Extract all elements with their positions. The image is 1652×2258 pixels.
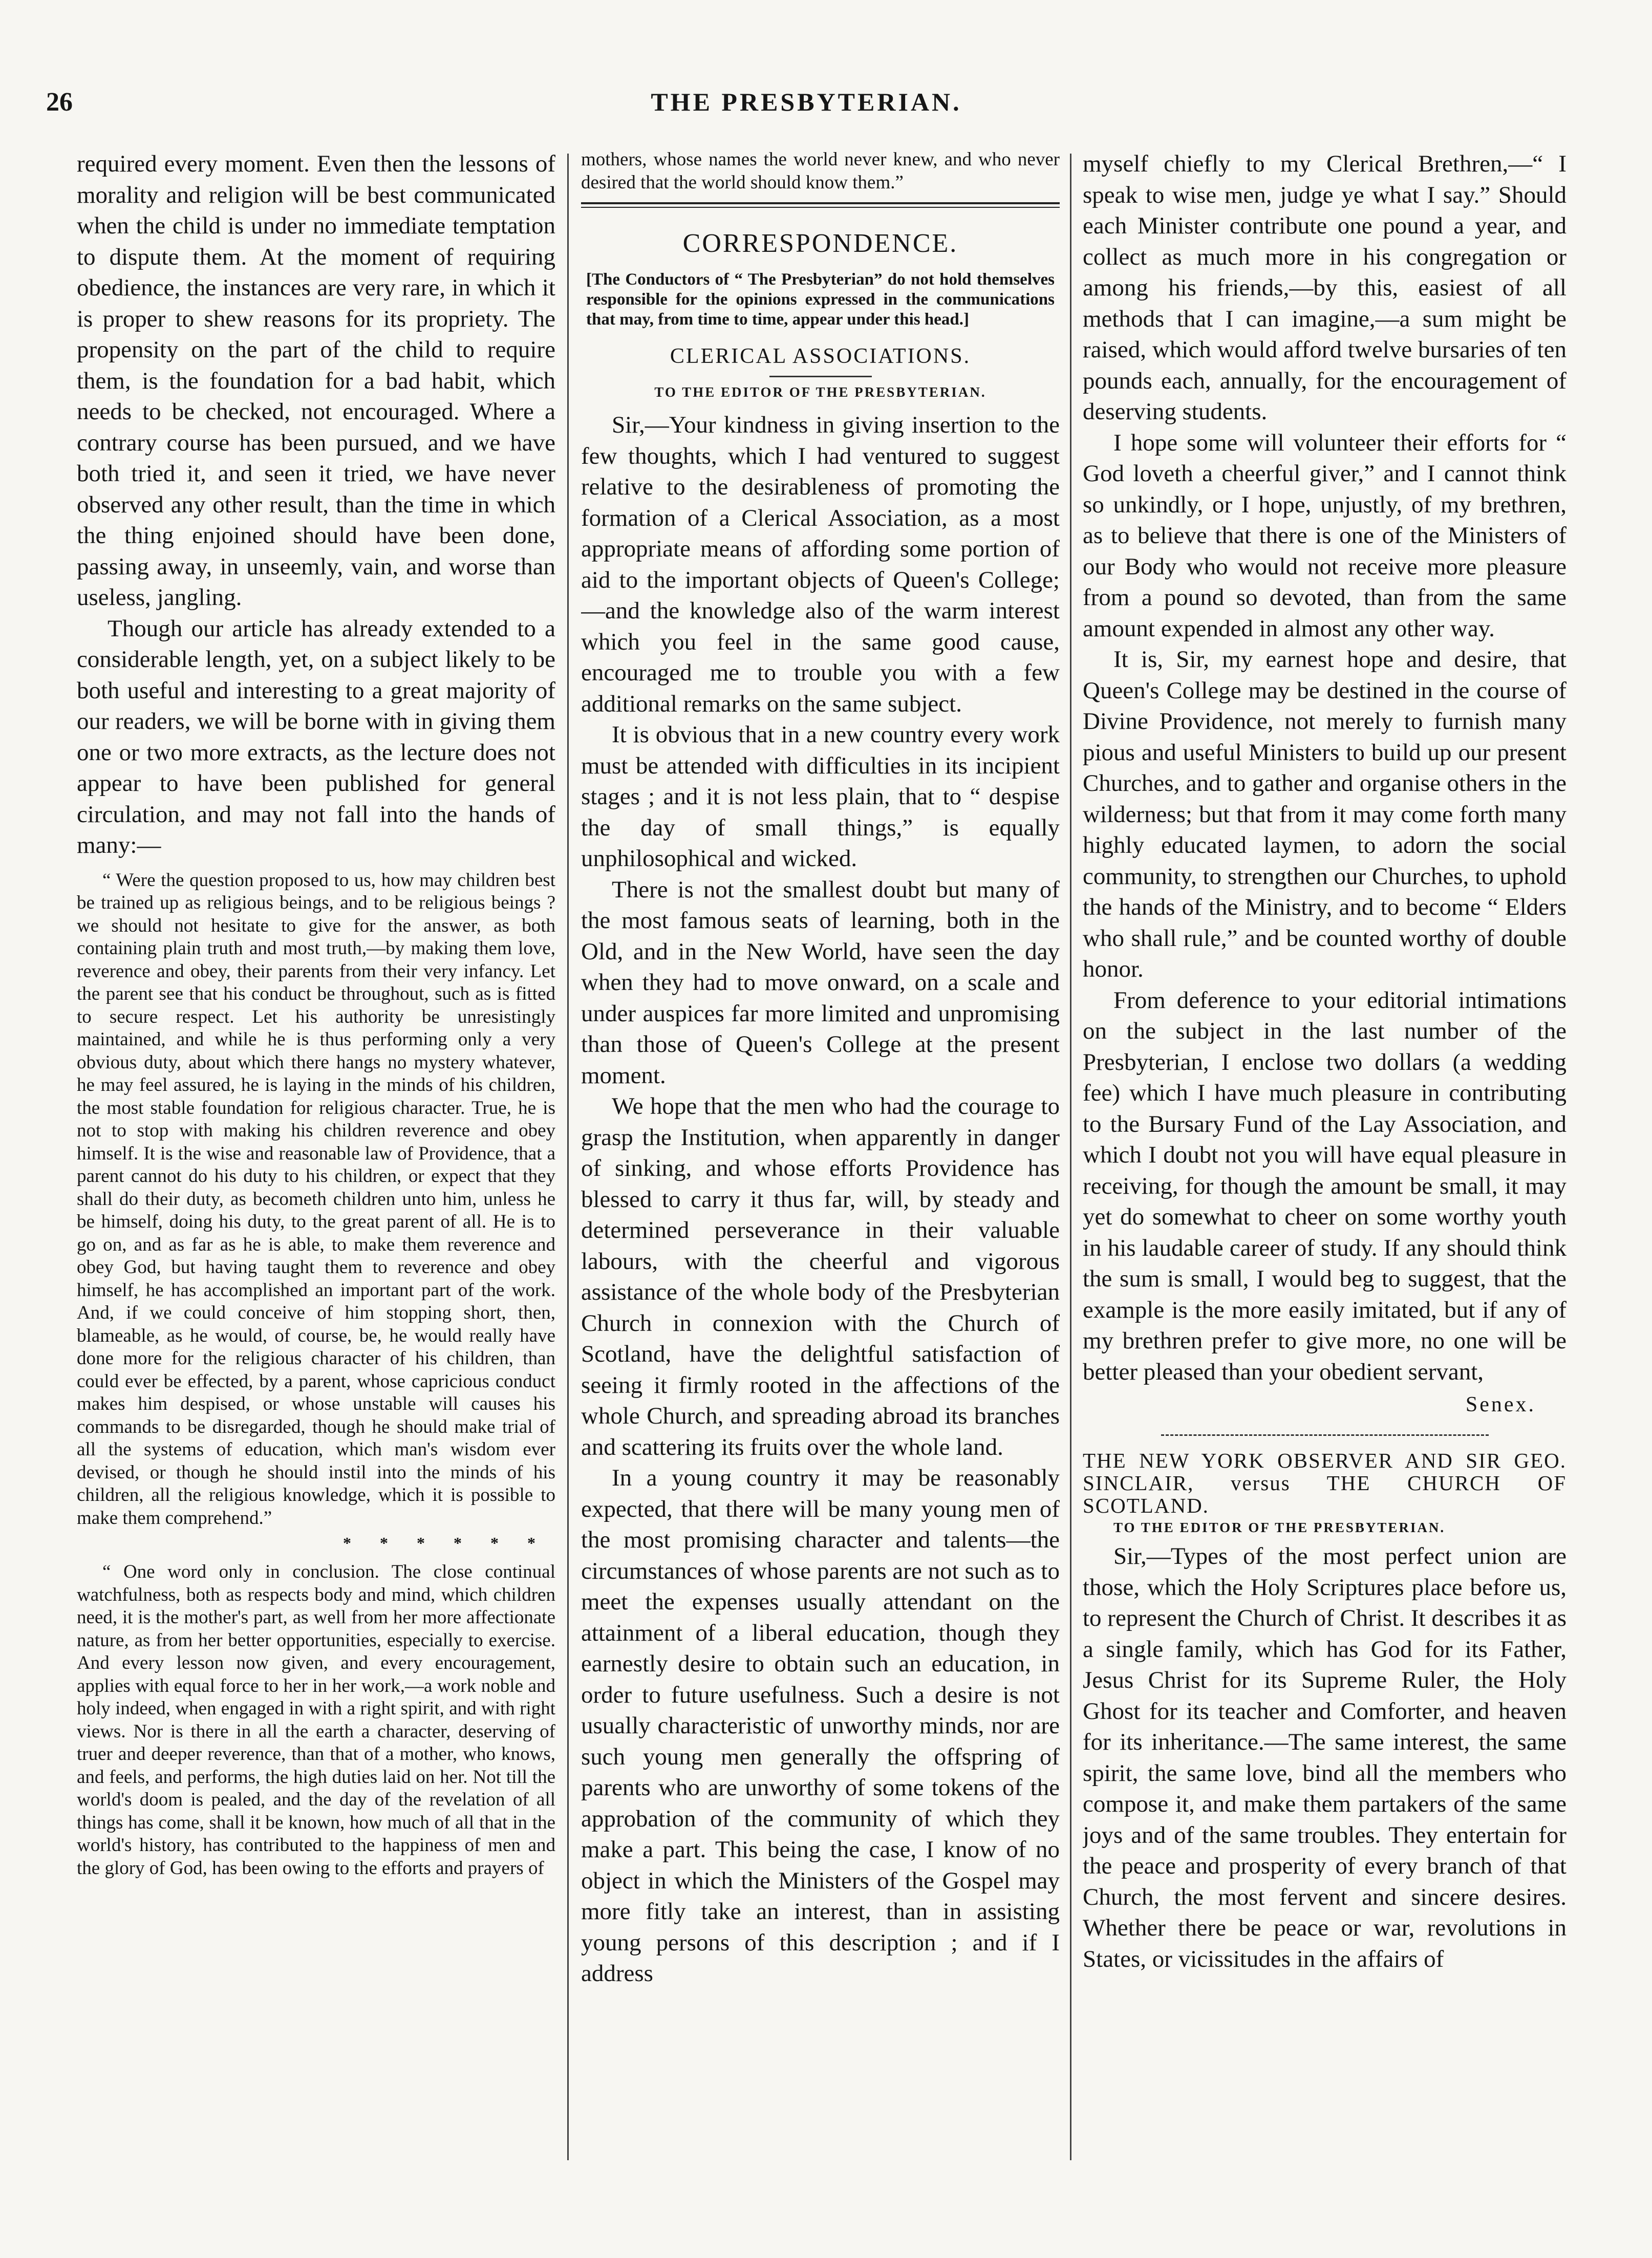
addressee-line: TO THE EDITOR OF THE PRESBYTERIAN. bbox=[654, 384, 986, 400]
paragraph: From deference to your editorial intimations on the subject in the last number of the Presbyterian, I enclose two dollars (a wedding fee) which I have much pleasure in contributing to the Bursary Fund of the Lay Association, and which I doubt not you will have equal pleasure in receiving, for though the amount be small, it may yet do somewhat to cheer on some worthy youth in his laudable career of study. If any should think the sum is small, I would beg to suggest, that the example is the more easily imitated, but if any of my brethren prefer to give more, no one will be better pleased than your obedient servant, bbox=[1083, 986, 1567, 1385]
quotation-end: mothers, whose names the world never knew, and who never desired that the world should know them.” bbox=[581, 149, 1060, 193]
addressee-line: TO THE EDITOR OF THE PRESBYTERIAN. bbox=[1113, 1520, 1446, 1535]
quotation: “ One word only in conclusion. The close continual watchfulness, both as respects body and mind, which children need, it is the mother's part, as well from her more affectionate nature, as from her better opportunities, especially to exercise. And every lesson now given, and every encouragement, applies with equal force to her in her work,—a work noble and holy indeed, when engaged in with a right spirit, and with right views. Nor is there in all the earth a character, deserving of truer and deeper reverence, than that of a mother, who knows, and feels, and performs, the high duties laid on her. Not till the world's doom is pealed, and the day of the revelation of all things has come, shall it be known, how much of all that in the world's history, has contributed to the happiness of men and the glory of God, has been owing to the efforts and prayers of bbox=[77, 1561, 555, 1879]
page-header bbox=[46, 87, 1567, 128]
paragraph: Sir,—Types of the most perfect union are those, which the Holy Scriptures place before us, to represent the Church of Christ. It describes it as a single family, which has God for its Father, Jesus Christ for its Supreme Ruler, the Holy Ghost for its teacher and Comforter, and heaven for its inheritance.—The same interest, the same spirit, the same love, bind all the members who compose it, and make them partakers of the same joys and of the same troubles. They entertain for the peace and prosperity of every branch of that Church, the most fervent and sincere desires. Whether there be peace or war, revolutions in States, or vicissitudes in the affairs of bbox=[1083, 1543, 1567, 1972]
column-middle bbox=[581, 148, 1060, 2191]
article-title: CLERICAL ASSOCIATIONS. bbox=[670, 345, 971, 368]
page-number: 26 bbox=[46, 88, 73, 117]
paragraph: It is obvious that in a new country every work must be attended with difficulties in its incipient stages ; and it is not less plain, that to “ despise the day of small things,” is equally unphilosophical and wicked. bbox=[581, 721, 1060, 872]
paragraph: It is, Sir, my earnest hope and desire, that Queen's College may be destined in the course of Divine Providence, not merely to furnish many pious and useful Ministers to build up our present Churches, and to gather and organise others in the wilderness; but that from it may come forth many highly educated laymen, to adorn the social community, to strengthen our Churches, to uphold the hands of the Ministry, and to become “ Elders who shall rule,” and be counted worthy of double honor. bbox=[1083, 646, 1567, 982]
paragraph: We hope that the men who had the courage to grasp the Institution, when apparently in danger of sinking, and whose efforts Providence has blessed to carry it thus far, will, by steady and determined perseverance in their valuable labours, with the cheerful and vigorous assistance of the whole body of the Presbyterian Church in connexion with the Church of Scotland, have the delightful satisfaction of seeing it firmly rooted in the affections of the whole Church, and spreading abroad its branches and scattering its fruits over the whole land. bbox=[581, 1093, 1060, 1460]
section-heading: CORRESPONDENCE. bbox=[682, 229, 958, 258]
article-separator bbox=[1161, 1434, 1489, 1436]
paragraph: There is not the smallest doubt but many of the most famous seats of learning, both in the Old, and in the New World, have seen the day when they had to move onward, on a scale and under auspices far more limited and unpromising than those of Queen's College at the present moment. bbox=[581, 876, 1060, 1089]
paragraph: Sir,—Your kindness in giving insertion to the few thoughts, which I had ventured to suggest relative to the desirableness of promoting the formation of a Clerical Association, as a most appropriate means of affording some portion of aid to the important objects of Queen's College;—and the knowledge also of the warm interest which you feel in the same good cause, encouraged me to trouble you with a few additional remarks on the same subject. bbox=[581, 412, 1060, 717]
paragraph: myself chiefly to my Clerical Brethren,—“ I speak to wise men, judge ye what I say.” Should each Minister contribute one pound a year, and collect as much more in his congregation or among his friends,—by this, easiest of all methods that I can imagine,—a sum might be raised, which would afford twelve bursaries of ten pounds each, annually, for the encouragement of deserving students. bbox=[1083, 150, 1567, 425]
paragraph: Though our article has already extended to a considerable length, yet, on a subject likely to be both useful and interesting to a great majority of our readers, we will be borne with in giving them one or two more extracts, as the lecture does not appear to have been published for general circulation, and may not fall into the hands of many:— bbox=[77, 615, 555, 858]
paragraph: required every moment. Even then the lessons of morality and religion will be best communicated when the child is under no immediate temptation to dispute them. At the moment of requiring obedience, the instances are very rare, in which it is proper to shew reasons for its propriety. The propensity on the part of the child to require them, is the foundation for a bad habit, which needs to be checked, not encouraged. Where a contrary course has been pursued, and we have both tried it, and seen it tried, we have never observed any other result, than the time in which the thing enjoined should have been done, passing away, in unseemly, vain, and worse than useless, jangling. bbox=[77, 150, 555, 611]
column-left bbox=[77, 148, 555, 2191]
column-right bbox=[1083, 148, 1567, 2191]
section-rule bbox=[581, 202, 1060, 208]
section-separator: * * * * * * bbox=[343, 1534, 548, 1552]
article-title: THE NEW YORK OBSERVER AND SIR GEO. SINCLAIR, versus THE CHURCH OF SCOTLAND. bbox=[1083, 1449, 1567, 1517]
signature: Senex. bbox=[1465, 1393, 1536, 1416]
column-divider bbox=[567, 154, 569, 2160]
paragraph: I hope some will volunteer their efforts for “ God loveth a cheerful giver,” and I cannot think so unkindly, or I hope, unjustly, of my brethren, as to believe that there is one of the Ministers of our Body who would not receive more pleasure from a pound so devoted, than from the same amount expended in almost any other way. bbox=[1083, 429, 1567, 642]
quotation: “ Were the question proposed to us, how may children best be trained up as religious beings, and to be religious beings ? we should not hesitate to give for the answer, as both containing plain truth and most truth,—by making them love, reverence and obey, their parents from their very infancy. Let the parent see that his conduct be throughout, such as is fitted to secure respect. Let his authority be unresistingly maintained, and while he is thus performing only a very obvious duty, about which there hangs no mystery whatever, he may feel assured, he is laying in the minds of his children, the most stable foundation for religious character. True, he is not to stop with making his children reverence and obey himself. It is the wise and reasonable law of Providence, that a parent cannot do his duty to his children, or expect that they shall do their duty, as becometh children unto him, unless he be himself, doing his duty, to the great parent of all. He is to go on, and as far as he is able, to make them reverence and obey God, but having taught them to reverence and obey himself, he has accomplished an important part of the work. And, if we could conceive of him stopping short, then, blameable, as he would, of course, be, he would really have done more for the religious character of his children, than could ever be effected, by a parent, whose capricious conduct makes him despised, or whose unstable will causes his commands to be disregarded, though he should make trial of all the systems of education, which man's wisdom ever devised, or though he should instil into the minds of his children, all the religious knowledge, which it is possible to make them comprehend.” bbox=[77, 869, 555, 1529]
editorial-note: [The Conductors of “ The Presbyterian” do not hold themselves responsible for the opinions expressed in the communications that may, from time to time, appear under this head.] bbox=[586, 270, 1055, 329]
column-divider bbox=[1070, 154, 1071, 2160]
running-title: THE PRESBYTERIAN. bbox=[651, 88, 962, 116]
paragraph: In a young country it may be reasonably expected, that there will be many young men of the most promising character and talents—the circumstances of whose parents are not such as to meet the expenses usually attendant on the attainment of a liberal education, though they earnestly desire to obtain such an education, in order to future usefulness. Such a desire is not usually characteristic of unworthy minds, nor are such young men generally the offspring of parents who are unworthy of some tokens of the approbation of the community of which they make a part. This being the case, I know of no object in which the Ministers of the Gospel may more fitly take an interest, than in assisting young persons of this description ; and if I address bbox=[581, 1465, 1060, 1987]
title-rule bbox=[769, 376, 872, 377]
